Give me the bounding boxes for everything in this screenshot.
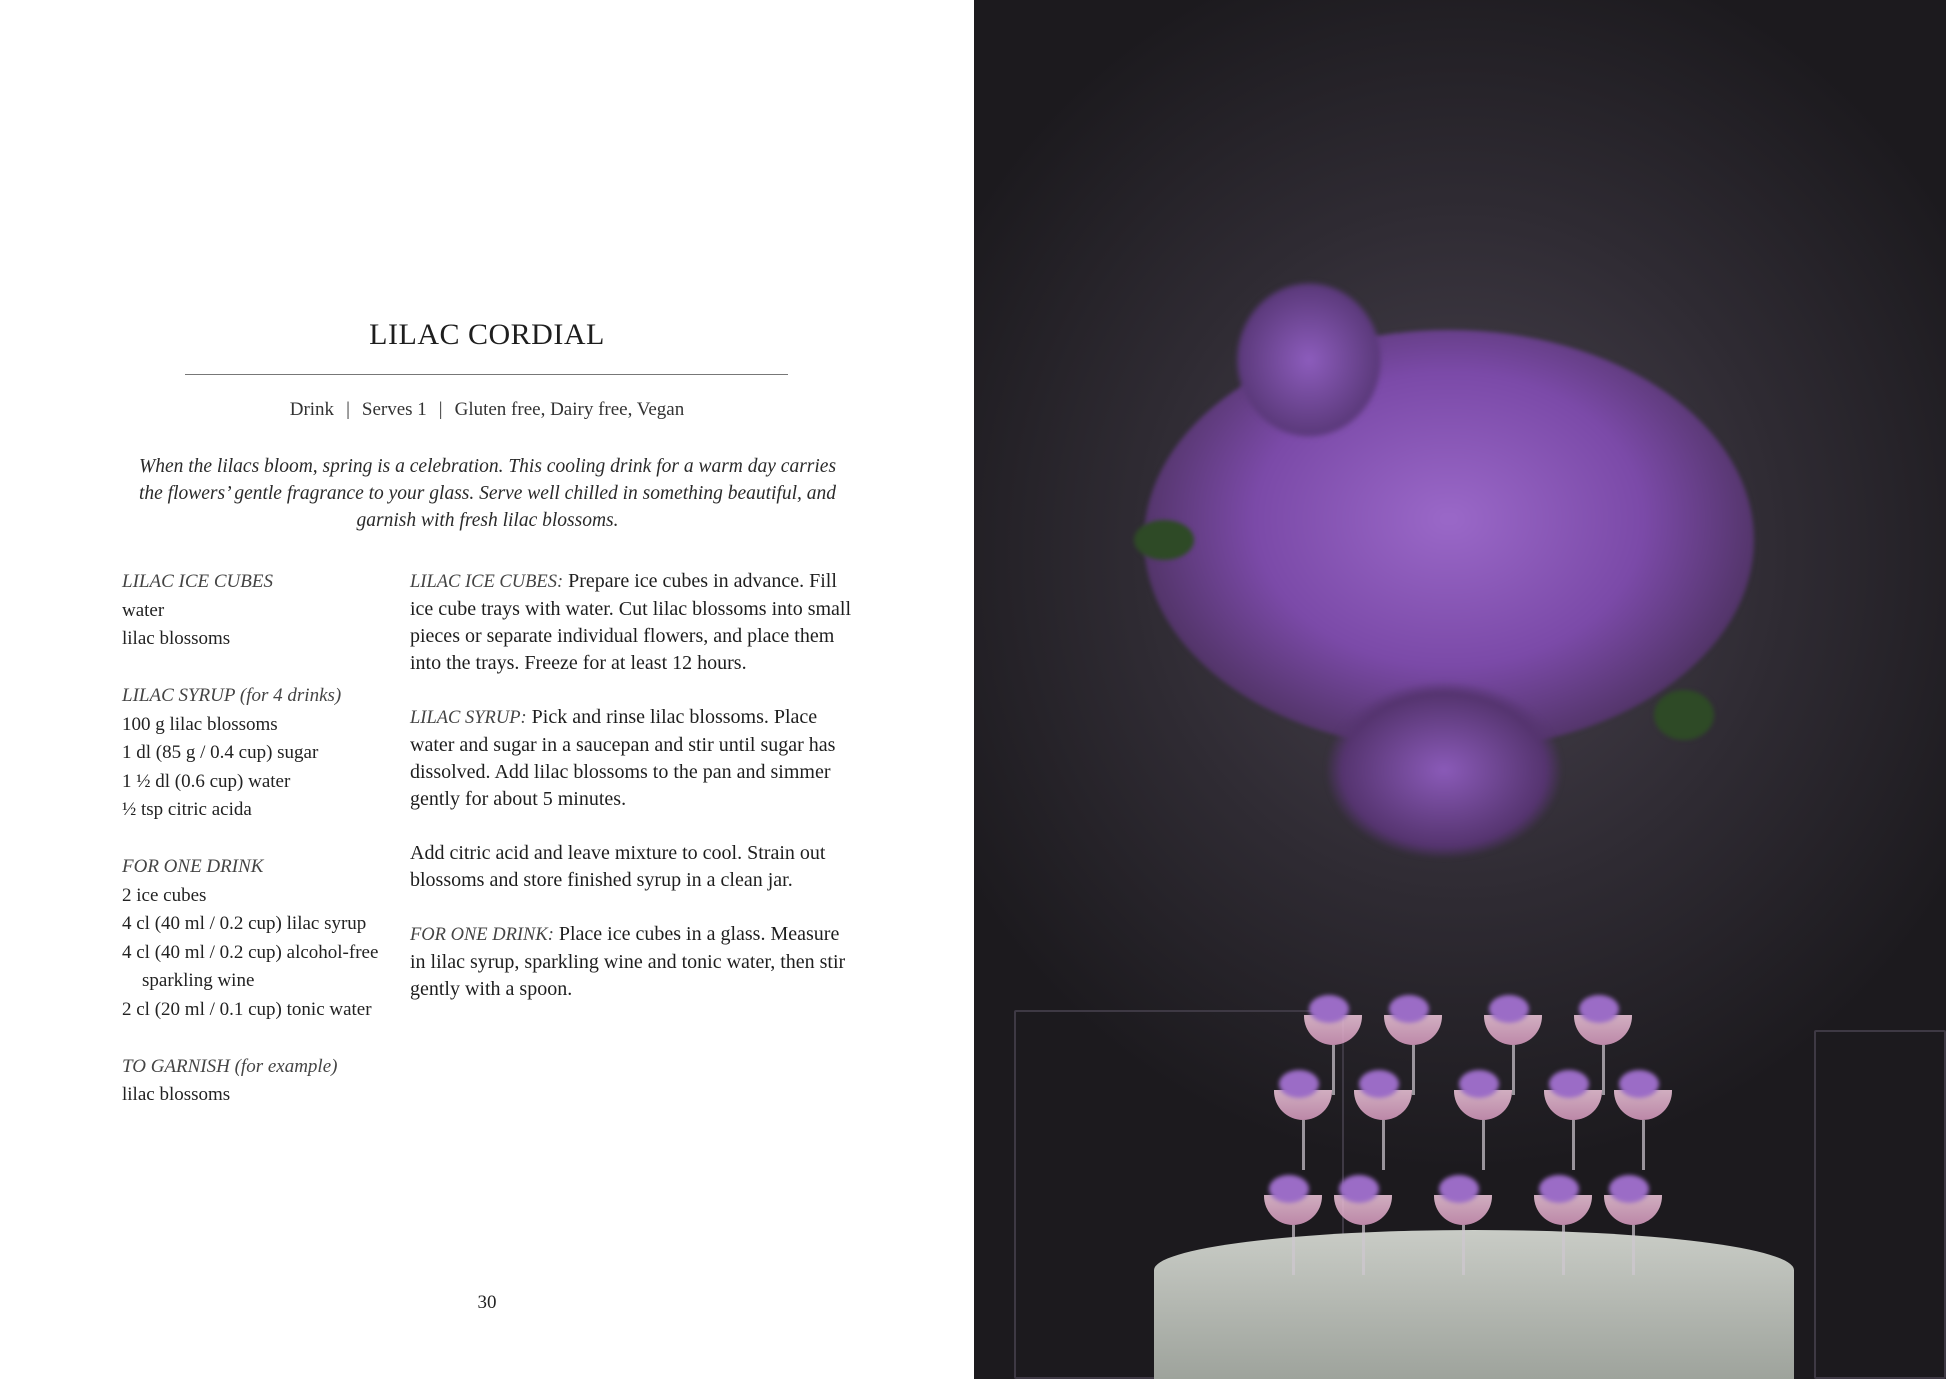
meta-separator: | bbox=[438, 399, 443, 420]
lilac-garnish bbox=[1279, 1070, 1319, 1098]
ingredient-heading: LILAC SYRUP (for 4 drinks) bbox=[122, 685, 342, 706]
glass-stem bbox=[1562, 1225, 1565, 1275]
meta-diet: Gluten free, Dairy free, Vegan bbox=[454, 399, 685, 420]
round-table bbox=[1154, 1230, 1794, 1379]
recipe-intro: When the lilacs bloom, spring is a celebration. This cooling drink for a warm day carries the flowers’ gentle fragrance to your glass. Serve well chilled in something beautiful, and garnish with fresh lilac blossoms. bbox=[138, 456, 837, 531]
glass-stem bbox=[1292, 1225, 1295, 1275]
lilac-garnish bbox=[1359, 1070, 1399, 1098]
lilac-garnish bbox=[1309, 995, 1349, 1023]
lilac-garnish bbox=[1459, 1070, 1499, 1098]
lilac-bouquet bbox=[1234, 280, 1384, 440]
ingredient: 1 ½ dl (0.6 cup) water bbox=[122, 770, 291, 792]
ingredient-heading: FOR ONE DRINK bbox=[122, 856, 264, 877]
glass-stem bbox=[1602, 1045, 1605, 1095]
step-label: FOR ONE DRINK: bbox=[410, 925, 554, 945]
lilac-garnish bbox=[1539, 1175, 1579, 1203]
glass-stem bbox=[1332, 1045, 1335, 1095]
step-label: LILAC ICE CUBES: bbox=[410, 572, 564, 592]
glass-stem bbox=[1572, 1120, 1575, 1170]
lilac-garnish bbox=[1269, 1175, 1309, 1203]
instruction-step bbox=[410, 704, 855, 813]
ingredient: water bbox=[122, 599, 165, 621]
page-number: 30 bbox=[477, 1292, 497, 1313]
lilac-garnish bbox=[1579, 995, 1619, 1023]
ingredient-heading: TO GARNISH (for example) bbox=[122, 1055, 338, 1077]
step-text: Place ice cubes in a glass. Measure in lilac syrup, sparkling wine and tonic water, then stir gently with a spoon. bbox=[410, 923, 846, 1000]
ingredient-heading: LILAC ICE CUBES bbox=[122, 571, 273, 592]
ingredient: 2 cl (20 ml / 0.1 cup) tonic water bbox=[122, 998, 372, 1020]
meta-separator: | bbox=[346, 399, 350, 420]
recipe-title: LILAC CORDIAL bbox=[369, 318, 605, 351]
title-divider bbox=[185, 374, 788, 375]
glass-stem bbox=[1642, 1120, 1645, 1170]
ingredient: 100 g lilac blossoms bbox=[122, 713, 278, 735]
ingredient: lilac blossoms bbox=[122, 628, 231, 649]
lilac-garnish bbox=[1439, 1175, 1479, 1203]
instruction-step bbox=[410, 840, 855, 894]
glass-stem bbox=[1362, 1225, 1365, 1275]
glass-stem bbox=[1632, 1225, 1635, 1275]
lilac-garnish bbox=[1339, 1175, 1379, 1203]
lilac-garnish bbox=[1609, 1175, 1649, 1203]
ingredient: 2 ice cubes bbox=[122, 884, 207, 906]
instruction-step bbox=[410, 921, 855, 1003]
ingredient: 4 cl (40 ml / 0.2 cup) lilac syrup bbox=[122, 913, 367, 934]
glass-stem bbox=[1512, 1045, 1515, 1095]
glass-stem bbox=[1412, 1045, 1415, 1095]
lilac-garnish bbox=[1549, 1070, 1589, 1098]
ingredient: 4 cl (40 ml / 0.2 cup) alcohol-free bbox=[122, 941, 379, 963]
lilac-bouquet bbox=[1324, 680, 1564, 860]
instruction-step bbox=[410, 568, 855, 677]
glass-stem bbox=[1302, 1120, 1305, 1170]
lilac-garnish bbox=[1389, 995, 1429, 1023]
step-text: Prepare ice cubes in advance. Fill ice cube trays with water. Cut lilac blossoms into small pieces or separate individual flowers, and place them into the trays. Freeze for at least 12 hours. bbox=[410, 570, 852, 674]
ingredient: sparkling wine bbox=[142, 970, 255, 991]
meta-serves: Serves 1 bbox=[361, 399, 427, 420]
lilac-garnish bbox=[1489, 995, 1529, 1023]
leaf bbox=[1134, 520, 1194, 560]
ingredient: lilac blossoms bbox=[122, 1084, 231, 1105]
wall-panel bbox=[1814, 1030, 1946, 1379]
instructions bbox=[410, 568, 855, 1030]
glass-stem bbox=[1382, 1120, 1385, 1170]
lilac-garnish bbox=[1619, 1070, 1659, 1098]
step-label: LILAC SYRUP: bbox=[410, 708, 527, 728]
step-text: Pick and rinse lilac blossoms. Place water and sugar in a saucepan and stir until sugar has dissolved. Add lilac blossoms to the pan and simmer gently for about 5 minutes. bbox=[410, 706, 836, 810]
lilac-photo bbox=[974, 0, 1946, 1379]
ingredient: ½ tsp citric acida bbox=[122, 799, 252, 820]
ingredients-list bbox=[122, 568, 402, 1110]
step-text: Add citric acid and leave mixture to cool. Strain out blossoms and store finished syrup in a clean jar. bbox=[410, 842, 826, 891]
glass-stem bbox=[1462, 1225, 1465, 1275]
leaf bbox=[1654, 690, 1714, 740]
glass-stem bbox=[1482, 1120, 1485, 1170]
recipe-meta bbox=[0, 399, 974, 421]
meta-category: Drink bbox=[289, 399, 335, 420]
ingredient: 1 dl (85 g / 0.4 cup) sugar bbox=[122, 742, 319, 763]
